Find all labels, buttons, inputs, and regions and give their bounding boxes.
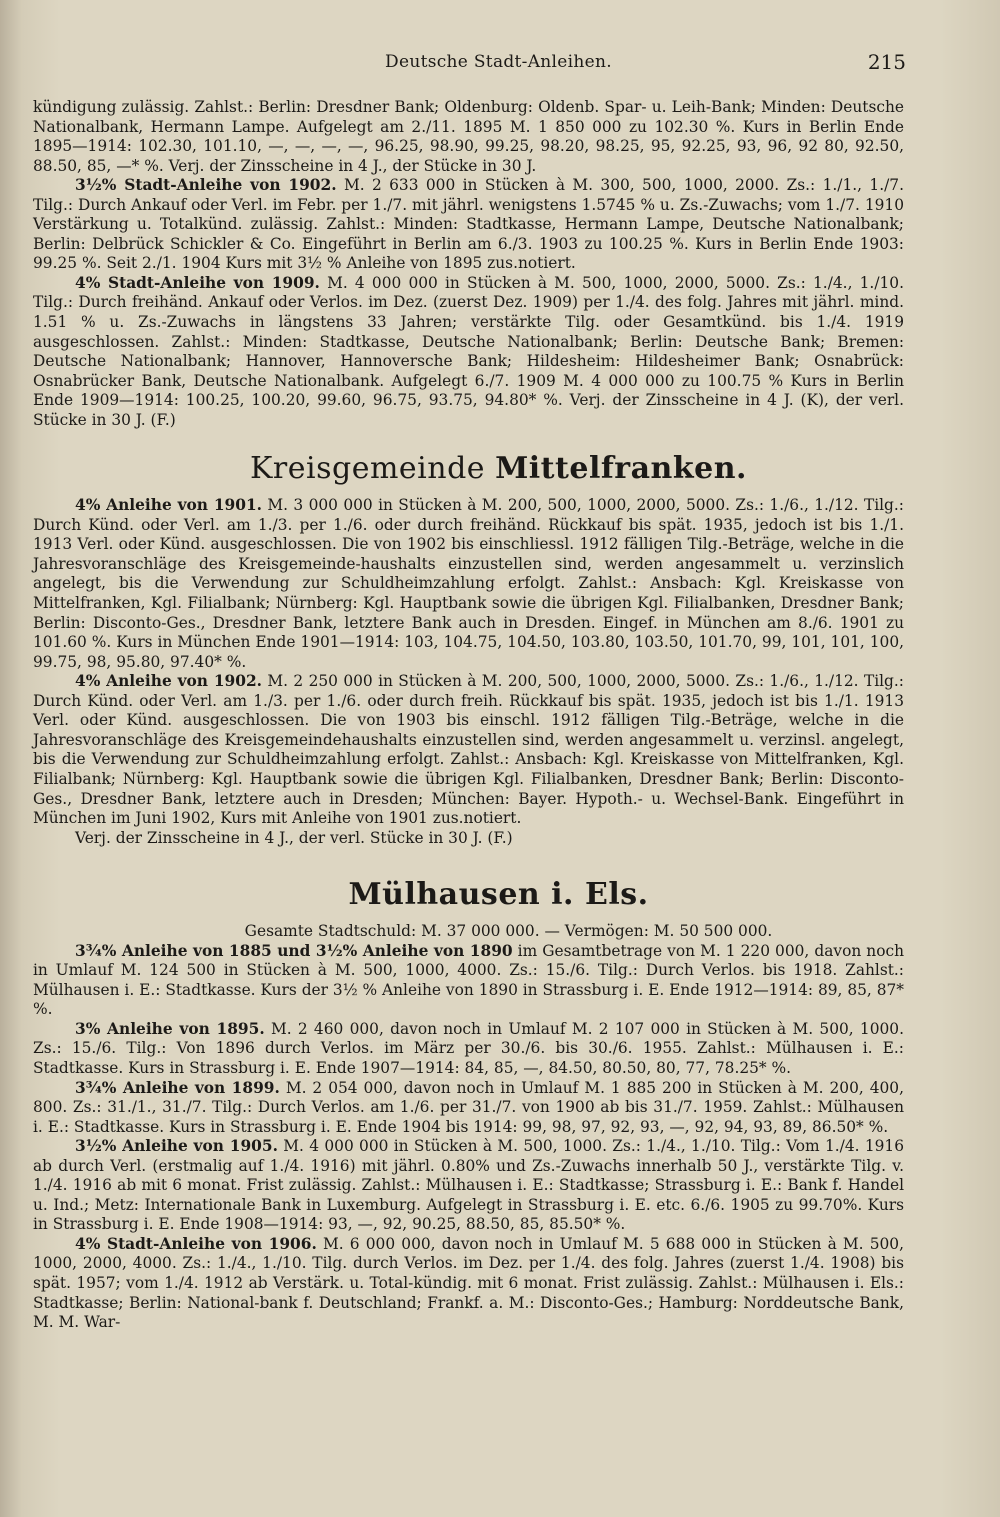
paragraph-text: M. 2 054 000, davon noch in Umlauf M. 1 885 200 in Stücken à M. 200, 400, 800. Zs.: 31./1., 31./7. Tilg.: Durch Verlos. am 1./6. per 31./7. von 1900 ab bis 31./7. 1959. Zahlst.: Mülhausen i. E.: Stadtkasse. Kurs in Strassburg i. E. Ende 1904 bis 1914: 99, 98, 97, 92, 93, —, 92, 94, 93, 89, 86.50* %. (33, 1078, 904, 1136)
paragraph-text: M. 3 000 000 in Stücken à M. 200, 500, 1000, 2000, 5000. Zs.: 1./6., 1./12. Tilg.: Durch Künd. oder Verl. am 1./3. per 1./6. oder durch freihänd. Rückkauf bis spät. 1935, jedoch ist bis 1./1. 1913 Verl. oder Künd. ausgeschlossen. Die von 1902 bis einschliessl. 1912 fälligen Tilg.-Beträge, welche in die Jahresvoranschläge des Kreisgemeinde-haushalts einzustellen sind, werden angesammelt u. verzinslich angelegt, bis die Verwendung zur Schuldheimzahlung erfolgt. Zahlst.: Ansbach: Kgl. Kreiskasse von Mittelfranken, Kgl. Filialbank; Nürnberg: Kgl. Hauptbank sowie die übrigen Kgl. Filialbanken, Dresdner Bank; Berlin: Disconto-Ges., Dresdner Bank, letztere Bank auch in Dresden. Eingef. in München am 8./6. 1901 zu 101.60 %. Kurs in München Ende 1901—1914: 103, 104.75, 104.50, 103.80, 103.50, 101.70, 99, 101, 101, 100, 99.75, 98, 95.80, 97.40* %. (33, 496, 904, 671)
paragraph-text: M. 4 000 000 in Stücken à M. 500, 1000. Zs.: 1./4., 1./10. Tilg.: Vom 1./4. 1916 ab durch Verl. (erstmalig auf 1./4. 1916) mit jährl. 0.80% und Zs.-Zuwachs innerhalb 50 J., verstärkte Tilg. v. 1./4. 1916 ab mit 6 monat. Frist zulässig. Zahlst.: Mülhausen i. E.: Stadtkasse; Strassburg i. E.: Bank f. Handel u. Ind.; Metz: Internationale Bank in Luxemburg. Aufgelegt in Strassburg i. E. etc. 6./6. 1905 zu 99.70%. Kurs in Strassburg i. E. Ende 1908—1914: 93, —, 92, 90.25, 88.50, 85, 85.50* %. (33, 1137, 905, 1234)
page-body (33, 98, 904, 1333)
paragraph-text: M. 4 000 000 in Stücken à M. 500, 1000, 2000, 5000. Zs.: 1./4., 1./10. Tilg.: Durch freihänd. Ankauf oder Verlos. im Dez. (zuerst Dez. 1909) per 1./4. des folg. Jahres mit jährl. mind. 1.51 % u. Zs.-Zuwachs in längstens 33 Jahren; verstärkte Tilg. oder Gesamtkünd. bis 1./4. 1919 ausgeschlossen. Zahlst.: Minden: Stadtkasse, Deutsche Nationalbank; Berlin: Deutsche Bank; Bremen: Deutsche Nationalbank; Hannover, Hannoversche Bank; Hildesheim: Hildesheimer Bank; Osnabrück: Osnabrücker Bank, Deutsche Nationalbank. Aufgelegt 6./7. 1909 M. 4 000 000 zu 100.75 % Kurs in Berlin Ende 1909—1914: 100.25, 100.20, 99.60, 96.75, 93.75, 94.80* %. Verj. der Zinsscheine in 4 J. (K), der verl. Stücke in 30 J. (F.) (33, 273, 904, 429)
page-number: 215 (867, 50, 906, 74)
paragraph-text: M. 2 250 000 in Stücken à M. 200, 500, 1000, 2000, 5000. Zs.: 1./6., 1./12. Tilg.: Durch Künd. oder Verl. am 1./3. per 1./6. oder durch freih. Rückkauf bis spät. 1935, jedoch ist bis 1./1. 1913 Verl. oder Künd. ausgeschlossen. Die von 1903 bis einschl. 1912 fälligen Tilg.-Beträge, welche in die Jahresvoranschläge des Kreisgemeindehaushalts einzustellen sind, werden angesammelt u. verzinsl. angelegt, bis die Verwendung zur Schuldheimzahlung erfolgt. Zahlst.: Ansbach: Kgl. Kreiskasse von Mittelfranken, Kgl. Filialbank; Nürnberg: Kgl. Hauptbank sowie die übrigen Kgl. Filialbanken, Dresdner Bank; Berlin: Disconto-Ges., Dresdner Bank, letztere auch in Dresden; München: Bayer. Hypoth.- u. Wechsel-Bank. Eingeführt in München im Juni 1902, Kurs mit Anleihe von 1901 zus.notiert. (33, 672, 904, 828)
bond-heading: 3¾% Anleihe von 1899. (75, 1078, 280, 1097)
bond-heading: 3% Anleihe von 1895. (75, 1019, 265, 1038)
bond-heading: 3½% Stadt-Anleihe von 1902. (75, 176, 337, 195)
bond-heading: 4% Anleihe von 1902. (75, 672, 263, 691)
section-title-plain: Kreisgemeinde (250, 451, 496, 487)
section-title-emphasis: Mittelfranken. (495, 451, 747, 487)
paragraph (33, 672, 904, 828)
page-header (33, 50, 904, 76)
summary-line: Gesamte Stadtschuld: M. 37 000 000. — Vermögen: M. 50 500 000. (244, 922, 773, 941)
paragraph (33, 829, 904, 849)
paragraph-text: Verj. der Zinsscheine in 4 J., der verl. Stücke in 30 J. (F.) (75, 828, 513, 847)
paragraph-text: kündigung zulässig. Zahlst.: Berlin: Dresdner Bank; Oldenburg: Oldenb. Spar- u. Leih-Bank; Minden: Deutsche Nationalbank, Hermann Lampe. Aufgelegt am 2./11. 1895 M. 1 850 000 zu 102.30 %. Kurs in Berlin Ende 1895—1914: 102.30, 101.10, —, —, —, —, 96.25, 98.90, 99.25, 98.20, 98.25, 95, 92.25, 93, 96, 92 80, 92.50, 88.50, 85, —* %. Verj. der Zinsscheine in 4 J., der Stücke in 30 J. (33, 98, 904, 175)
bond-heading: 4% Stadt-Anleihe von 1906. (75, 1234, 317, 1253)
bond-heading: 4% Anleihe von 1901. (75, 496, 263, 515)
paragraph-text: M. 2 633 000 in Stücken à M. 300, 500, 1000, 2000. Zs.: 1./1., 1./7. Tilg.: Durch Ankauf oder Verl. im Febr. per 1./7. mit jährl. wenigstens 1.5745 % u. Zs.-Zuwachs; vom 1./7. 1910 Verstärkung u. Totalkünd. zulässig. Zahlst.: Minden: Stadtkasse, Hermann Lampe, Deutsche Nationalbank; Berlin: Delbrück Schickler & Co. Eingeführt in Berlin am 6./3. 1903 zu 100.25 %. Kurs in Berlin Ende 1903: 99.25 %. Seit 2./1. 1904 Kurs mit 3½ % Anleihe von 1895 zus.notiert. (33, 176, 904, 273)
paragraph (33, 98, 904, 176)
paragraph (33, 1235, 904, 1333)
paragraph (33, 1137, 904, 1235)
bond-heading: 3¾% Anleihe von 1885 und 3½% Anleihe von 1890 (75, 941, 513, 960)
paragraph-text: im Gesamtbetrage von M. 1 220 000, davon noch in Umlauf M. 124 500 in Stücken à M. 500, 1000, 4000. Zs.: 15./6. Tilg.: Durch Verlos. bis 1918. Zahlst.: Mülhausen i. E.: Stadtkasse. Kurs der 3½ % Anleihe von 1890 in Strassburg i. E. Ende 1912—1914: 89, 85, 87* %. (33, 941, 904, 1019)
bond-heading: 4% Stadt-Anleihe von 1909. (75, 273, 320, 292)
section-title (33, 452, 904, 486)
running-title: Deutsche Stadt-Anleihen. (385, 52, 612, 72)
paragraph (33, 274, 904, 430)
paragraph-text: M. 2 460 000, davon noch in Umlauf M. 2 107 000 in Stücken à M. 500, 1000. Zs.: 15./6. Tilg.: Von 1896 durch Verlos. im März per 30./6. bis 30./6. 1955. Zahlst.: Mülhausen i. E.: Stadtkasse. Kurs in Strassburg i. E. Ende 1907—1914: 84, 85, —, 84.50, 80.50, 80, 77, 78.25* %. (33, 1019, 904, 1077)
paragraph (33, 942, 904, 1020)
bond-heading: 3½% Anleihe von 1905. (75, 1137, 278, 1156)
paragraph (33, 496, 904, 672)
paragraph-text: M. 6 000 000, davon noch in Umlauf M. 5 688 000 in Stücken à M. 500, 1000, 2000, 4000. Zs.: 1./4., 1./10. Tilg. durch Verlos. im Dez. per 1./4. des folg. Jahres (zuerst 1./4. 1908) bis spät. 1957; vom 1./4. 1912 ab Verstärk. u. Total-kündig. mit 6 monat. Frist zulässig. Zahlst.: Mülhausen i. Els.: Stadtkasse; Berlin: National-bank f. Deutschland; Frankf. a. M.: Disconto-Ges.; Hamburg: Norddeutsche Bank, M. M. War- (33, 1234, 904, 1332)
paragraph (33, 1079, 904, 1138)
section-title: Mülhausen i. Els. (348, 877, 649, 913)
paragraph (33, 1020, 904, 1079)
paragraph (33, 176, 904, 274)
